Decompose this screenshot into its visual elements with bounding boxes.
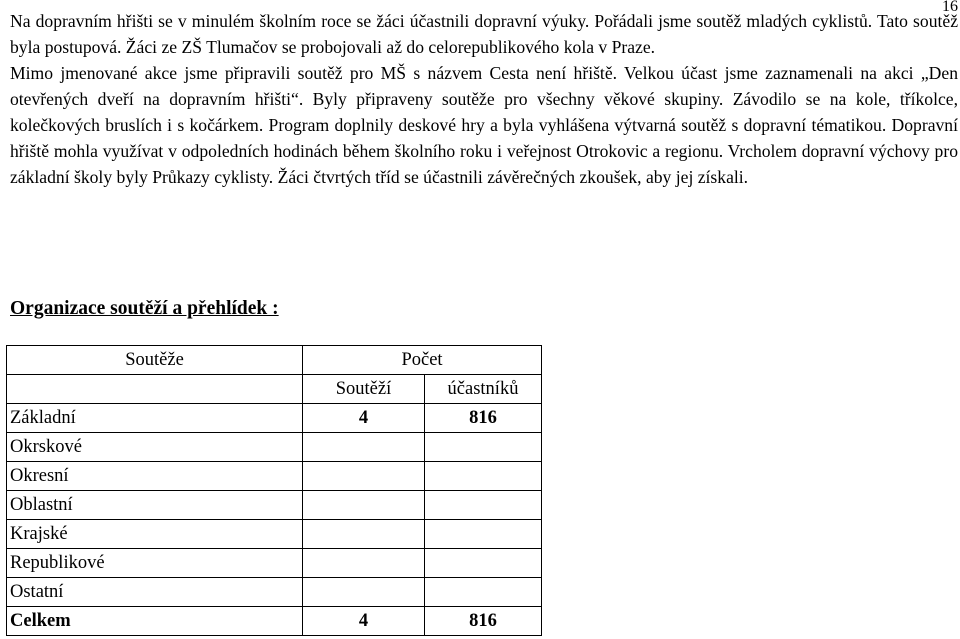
- table-row: [7, 549, 542, 578]
- row-competitions: [303, 520, 425, 549]
- table-total-row: [7, 607, 542, 636]
- paragraph-2: Mimo jmenované akce jsme připravili soutěž pro MŠ s názvem Cesta není hřiště. Velkou účast jsme zaznamenali na akci „Den otevřených dveří na dopravním hřišti“. Byly připraveny soutěže pro všechny věkové skupiny. Závodilo se na kole, tříkolce, kolečkových bruslích i s kočárkem. Program doplnily deskové hry a byla vyhlášena výtvarná soutěž s dopravní tématikou. Dopravní hřiště mohla využívat v odpoledních hodinách během školního roku i veřejnost Otrokovic a regionu. Vrcholem dopravní výchovy pro základní školy byly Průkazy cyklisty. Žáci čtvrtých tříd se účastnili závěrečných zkoušek, aby jej získali.: [10, 63, 958, 187]
- header-competitions-count: Soutěží: [303, 375, 425, 404]
- table-row: [7, 433, 542, 462]
- row-competitions: 4: [303, 404, 425, 433]
- row-label: Okresní: [7, 462, 303, 491]
- row-participants: [425, 578, 542, 607]
- row-competitions: [303, 433, 425, 462]
- row-label: Republikové: [7, 549, 303, 578]
- table-row: [7, 462, 542, 491]
- row-label: Okrskové: [7, 433, 303, 462]
- row-competitions: [303, 549, 425, 578]
- row-competitions: [303, 578, 425, 607]
- table-header-row: [7, 346, 542, 375]
- row-competitions: [303, 462, 425, 491]
- body-text: [10, 8, 958, 190]
- table-row: [7, 404, 542, 433]
- total-competitions: 4: [303, 607, 425, 636]
- table-row: [7, 578, 542, 607]
- total-participants: 816: [425, 607, 542, 636]
- table-row: [7, 520, 542, 549]
- row-participants: [425, 491, 542, 520]
- header-empty-cell: [7, 375, 303, 404]
- header-count-group: Počet: [303, 346, 542, 375]
- row-participants: [425, 520, 542, 549]
- table-subheader-row: [7, 375, 542, 404]
- row-participants: [425, 462, 542, 491]
- row-competitions: [303, 491, 425, 520]
- total-label: Celkem: [7, 607, 303, 636]
- row-label: Oblastní: [7, 491, 303, 520]
- section-heading: Organizace soutěží a přehlídek :: [10, 298, 279, 319]
- row-label: Základní: [7, 404, 303, 433]
- row-participants: [425, 549, 542, 578]
- row-label: Krajské: [7, 520, 303, 549]
- page-number: 16: [942, 0, 958, 15]
- row-participants: 816: [425, 404, 542, 433]
- paragraph-1: Na dopravním hřišti se v minulém školním roce se žáci účastnili dopravní výuky. Pořádali jsme soutěž mladých cyklistů. Tato soutěž byla postupová. Žáci ze ZŠ Tlumačov se probojovali až do celorepublikového kola v Praze.: [10, 11, 958, 57]
- header-competitions: Soutěže: [7, 346, 303, 375]
- header-participants-count: účastníků: [425, 375, 542, 404]
- row-participants: [425, 433, 542, 462]
- competitions-table: [6, 345, 542, 636]
- table-row: [7, 491, 542, 520]
- row-label: Ostatní: [7, 578, 303, 607]
